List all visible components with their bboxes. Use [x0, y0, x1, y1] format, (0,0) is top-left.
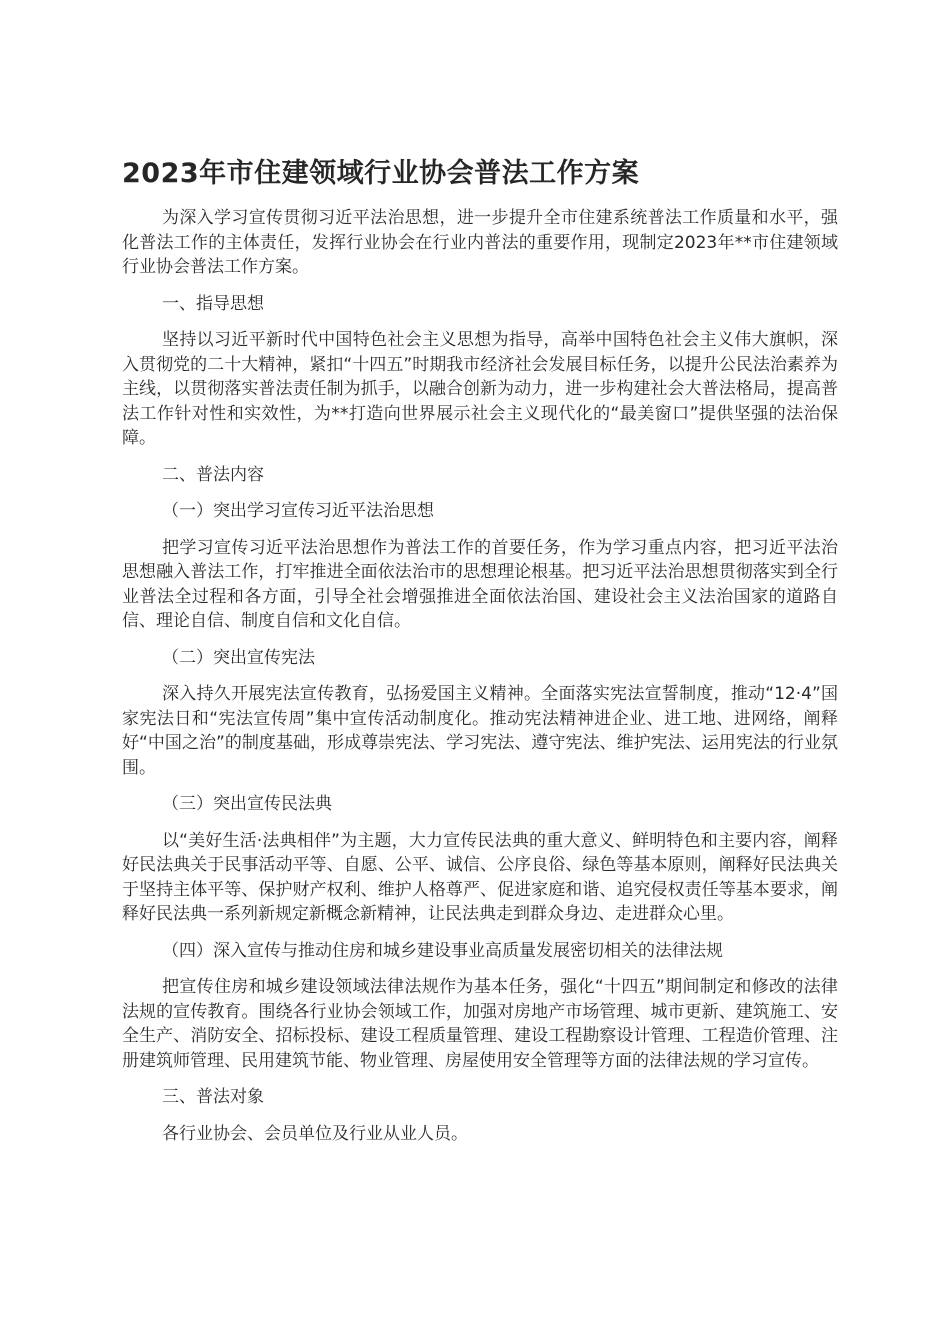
- document-title: 2023年市住建领域行业协会普法工作方案: [122, 158, 640, 189]
- subsection-4-body: 把宣传住房和城乡建设领域法律法规作为基本任务，强化“十四五”期间制定和修改的法律法规的宣传教育。围绕各行业协会领域工作，加强对房地产市场管理、城市更新、建筑施工、安全生产、消防安全、招标投标、建设工程质量管理、建设工程勘察设计管理、工程造价管理、注册建筑师管理、民用建筑节能、物业管理、房屋使用安全管理等方面的法律法规的学习宣传。: [122, 977, 838, 1071]
- subsection-1-body: 把学习宣传习近平法治思想作为普法工作的首要任务，作为学习重点内容，把习近平法治思想融入普法工作，打牢推进全面依法治市的思想理论根基。把习近平法治思想贯彻落实到全行业普法全过程和各方面，引导全社会增强推进全面依法治国、建设社会主义法治国家的道路自信、理论自信、制度自信和文化自信。: [122, 537, 838, 631]
- section-3-heading: 三、普法对象: [162, 1087, 264, 1107]
- section-1-body: 坚持以习近平新时代中国特色社会主义思想为指导，高举中国特色社会主义伟大旗帜，深入贯彻党的二十大精神，紧扣“十四五”时期我市经济社会发展目标任务，以提升公民法治素养为主线，以贯彻落实普法责任制为抓手，以融合创新为动力，进一步构建社会大普法格局，提高普法工作针对性和实效性，为**打造向世界展示社会主义现代化的“最美窗口”提供坚强的法治保障。: [122, 330, 838, 448]
- document-page: [122, 154, 838, 1158]
- section-3-body: 各行业协会、会员单位及行业从业人员。: [162, 1123, 468, 1144]
- subsection-3-heading: （三）突出宣传民法典: [162, 794, 332, 814]
- section-2-heading: 二、普法内容: [162, 464, 264, 485]
- subsection-1-heading: （一）突出学习宣传习近平法治思想: [162, 501, 434, 521]
- section-1-heading: 一、指导思想: [162, 293, 264, 314]
- subsection-2-body: 深入持久开展宪法宣传教育，弘扬爱国主义精神。全面落实宪法宣誓制度，推动“12·4”国家宪法日和“宪法宣传周”集中宣传活动制度化。推动宪法精神进企业、进工地、进网络，阐释好“中国之治”的制度基础，形成尊崇宪法、学习宪法、遵守宪法、维护宪法、运用宪法的行业氛围。: [122, 684, 838, 778]
- intro-paragraph: 为深入学习宣传贯彻习近平法治思想，进一步提升全市住建系统普法工作质量和水平，强化普法工作的主体责任，发挥行业协会在行业内普法的重要作用，现制定2023年**市住建领域行业协会普法工作方案。: [122, 208, 838, 277]
- subsection-2-heading: （二）突出宣传宪法: [162, 647, 315, 668]
- subsection-3-body: 以“美好生活·法典相伴”为主题，大力宣传民法典的重大意义、鲜明特色和主要内容，阐释好民法典关于民事活动平等、自愿、公平、诚信、公序良俗、绿色等基本原则，阐释好民法典关于坚持主体平等、保护财产权利、维护人格尊严、促进家庭和谐、追究侵权责任等基本要求，阐释好民法典一系列新规定新概念新精神，让民法典走到群众身边、走进群众心里。: [122, 830, 838, 924]
- subsection-4-heading: （四）深入宣传与推动住房和城乡建设事业高质量发展密切相关的法律法规: [162, 940, 723, 961]
